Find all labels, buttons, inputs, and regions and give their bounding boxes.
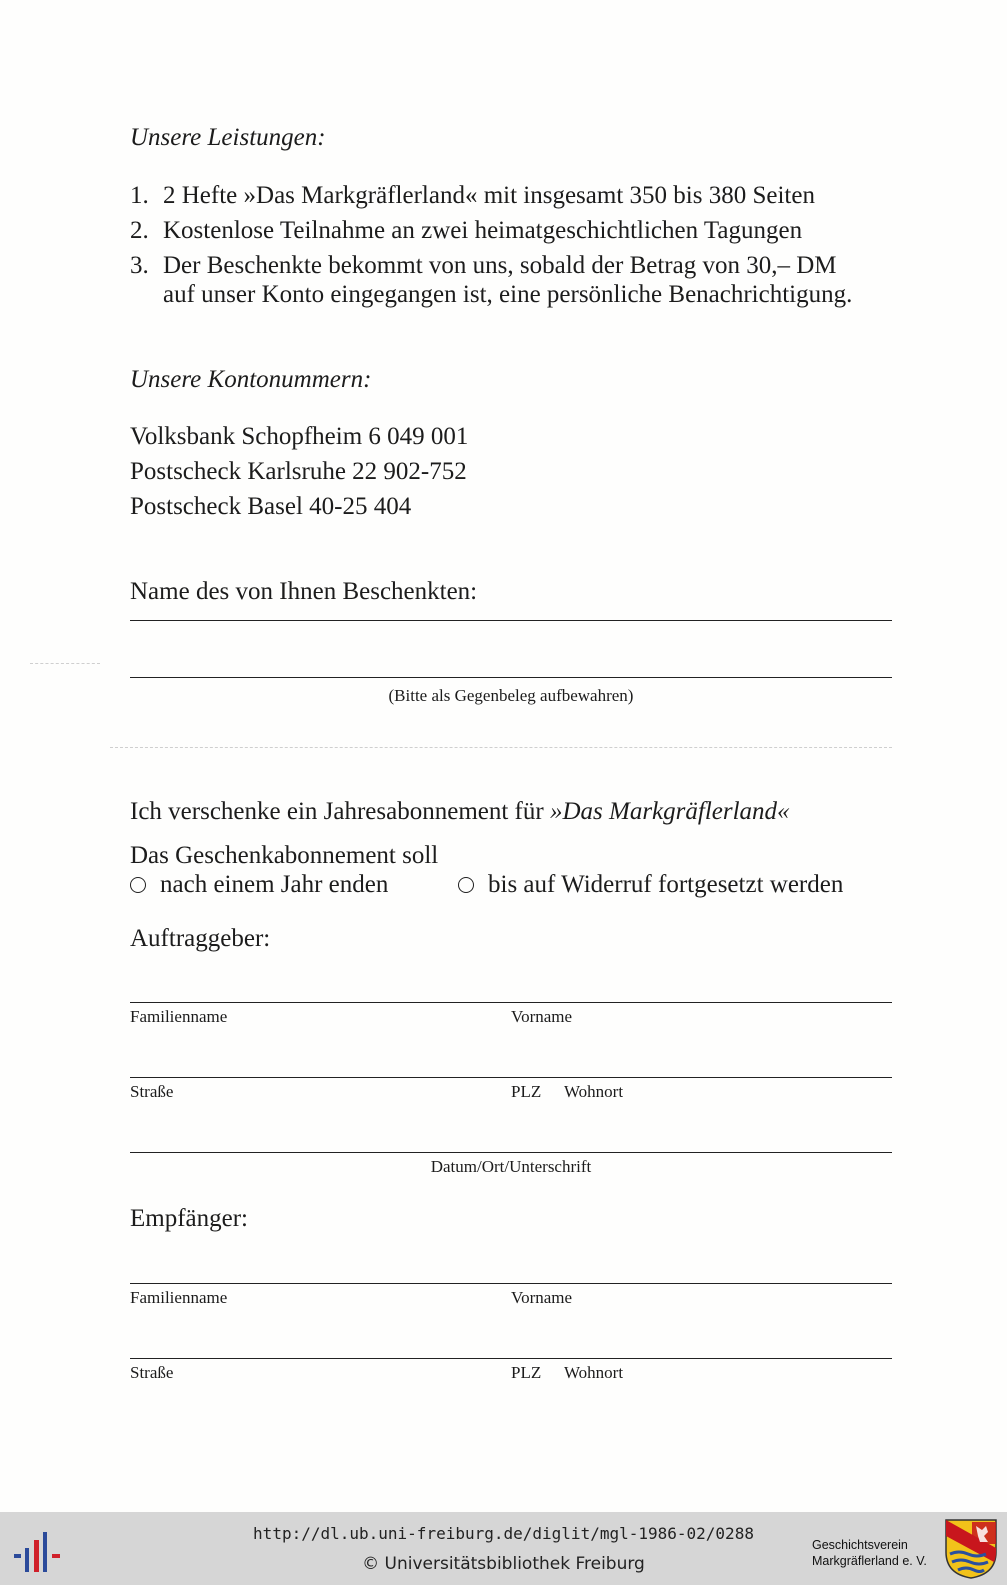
abo-soll-text: Das Geschenkabonnement soll	[130, 842, 439, 869]
list-number: 2.	[130, 217, 149, 244]
option-jahr-label: nach einem Jahr enden	[160, 871, 389, 898]
list-item	[0, 252, 1007, 314]
option-widerruf[interactable]	[458, 871, 843, 899]
strasse-label: Straße	[130, 1082, 174, 1101]
vorname-label: Vorname	[511, 1007, 573, 1026]
list-number: 3.	[130, 252, 149, 279]
beschenkter-name-line-1[interactable]	[130, 620, 892, 621]
auftraggeber-address-line[interactable]	[130, 1077, 892, 1078]
konto-line: Volksbank Schopfheim 6 049 001	[130, 423, 469, 450]
empfaenger-heading: Empfänger:	[130, 1205, 249, 1232]
wohnort-label: Wohnort	[564, 1363, 624, 1382]
familienname-label: Familienname	[130, 1288, 228, 1307]
cut-mark	[30, 663, 100, 664]
abo-text: Ich verschenke ein Jahresabonnement für	[130, 798, 550, 825]
org-line: Markgräflerland e. V.	[812, 1554, 927, 1568]
list-text: Der Beschenkte bekommt von uns, sobald der Betrag von 30,– DM	[163, 252, 837, 279]
list-item	[0, 217, 1007, 247]
signature-line[interactable]	[130, 1152, 892, 1153]
org-line: Geschichtsverein	[812, 1538, 908, 1552]
datum-label: Datum/Ort/Unterschrift	[430, 1157, 592, 1176]
beschenkter-name-line-2[interactable]	[130, 677, 892, 678]
radio-circle-icon[interactable]	[458, 877, 474, 893]
publication-title: »Das Markgräflerland«	[549, 798, 790, 825]
footer-url[interactable]: http://dl.ub.uni-freiburg.de/diglit/mgl-1986-02/0288	[253, 1524, 754, 1543]
footer-copyright: © Universitätsbibliothek Freiburg	[362, 1554, 645, 1574]
list-number: 1.	[130, 182, 149, 209]
option-widerruf-label: bis auf Widerruf fortgesetzt werden	[488, 871, 844, 898]
vorname-label: Vorname	[511, 1288, 573, 1307]
plz-label: PLZ	[511, 1082, 542, 1101]
list-text: Kostenlose Teilnahme an zwei heimatgeschichtlichen Tagungen	[163, 217, 803, 244]
option-jahr[interactable]	[130, 871, 388, 899]
list-item	[0, 182, 1007, 212]
list-text-continued: auf unser Konto eingegangen ist, eine persönliche Benachrichtigung.	[163, 281, 853, 308]
beschenkter-label: Name des von Ihnen Beschenkten:	[130, 578, 478, 605]
gegenbeleg-note: (Bitte als Gegenbeleg aufbewahren)	[388, 686, 634, 705]
geschichtsverein-crest	[944, 1518, 998, 1580]
empfaenger-name-line[interactable]	[130, 1283, 892, 1284]
footer-organization	[812, 1537, 927, 1569]
radio-circle-icon[interactable]	[130, 877, 146, 893]
konto-line: Postscheck Karlsruhe 22 902-752	[130, 458, 467, 485]
leistungen-heading: Unsere Leistungen:	[130, 124, 326, 151]
plz-label: PLZ	[511, 1363, 542, 1382]
wohnort-label: Wohnort	[564, 1082, 624, 1101]
konto-line: Postscheck Basel 40-25 404	[130, 493, 412, 520]
empfaenger-address-line[interactable]	[130, 1358, 892, 1359]
familienname-label: Familienname	[130, 1007, 228, 1026]
auftraggeber-name-line[interactable]	[130, 1002, 892, 1003]
footer-bar	[0, 1512, 1007, 1585]
cut-line	[110, 747, 892, 748]
auftraggeber-heading: Auftraggeber:	[130, 925, 271, 952]
strasse-label: Straße	[130, 1363, 174, 1382]
abo-statement	[130, 798, 790, 826]
list-text: 2 Hefte »Das Markgräflerland« mit insgesamt 350 bis 380 Seiten	[163, 182, 815, 209]
konten-heading: Unsere Kontonummern:	[130, 366, 372, 393]
